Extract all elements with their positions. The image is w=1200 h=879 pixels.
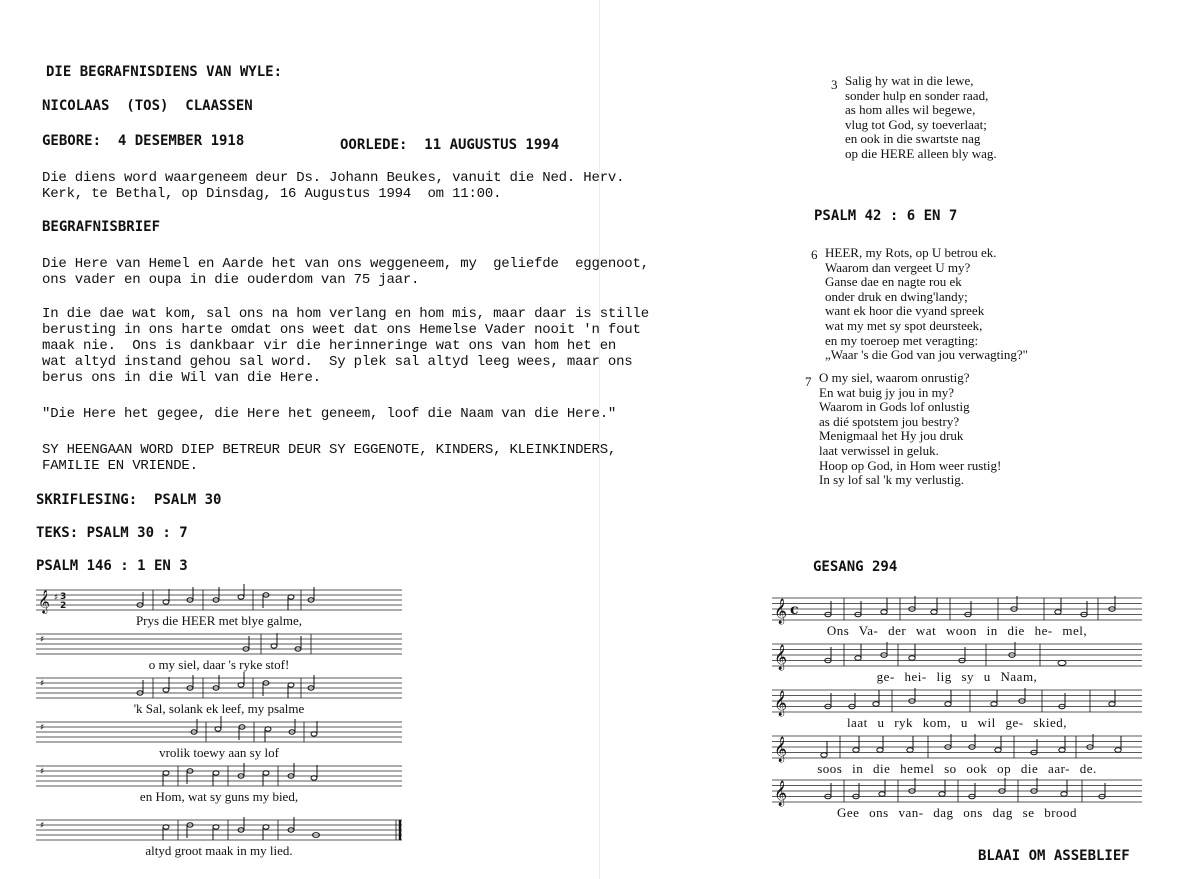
- staff-lines: [772, 596, 1142, 622]
- birth-date: GEBORE: 4 DESEMBER 1918: [42, 133, 245, 149]
- staff-lines: [36, 588, 402, 612]
- letter-heading: BEGRAFNISBRIEF: [42, 219, 161, 235]
- paragraph-line: berusting in ons harte omdat ons weet dat ons Hemelse Vader nooit 'n fout: [42, 322, 641, 338]
- scripture-quote: "Die Here het gegee, die Here het geneem, loof die Naam van die Here.": [42, 406, 617, 422]
- mourning-line: FAMILIE EN VRIENDE.: [42, 458, 198, 474]
- staff-lines: [36, 632, 402, 656]
- svg-text:♯: ♯: [54, 593, 59, 603]
- verse-line: laat verwissel in geluk.: [819, 442, 939, 458]
- staff-lines: [772, 642, 1142, 668]
- verse-line: wat my met sy spot deursteek,: [825, 317, 983, 333]
- psalm-42-heading: PSALM 42 : 6 EN 7: [814, 208, 958, 224]
- music-staff-3: [36, 676, 402, 720]
- verse-line: as hom alles wil begewe,: [845, 102, 976, 118]
- verse-line: Salig hy wat in die lewe,: [845, 73, 974, 88]
- paragraph-line: maak nie. Ons is dankbaar vir die herinneringe wat ons van hom het en: [42, 338, 617, 354]
- reading-heading: SKRIFLESING: PSALM 30: [36, 492, 222, 508]
- verse-line: Waarom dan vergeet U my?: [825, 259, 971, 275]
- paragraph-line: berus ons in die Wil van die Here.: [42, 370, 321, 386]
- gesang-294-heading: GESANG 294: [813, 559, 898, 575]
- verse-line: onder druk en dwing'landy;: [825, 288, 968, 304]
- staff-lines: [36, 818, 402, 842]
- svg-text:2: 2: [60, 601, 67, 611]
- verse-line: en ook in die swartste nag: [845, 131, 981, 147]
- psalm-146-verse-3: [845, 74, 997, 162]
- paragraph-line: wat altyd instand gehou sal word. Sy plek sal altyd leeg wees, maar ons: [42, 354, 633, 370]
- svg-text:𝄞: 𝄞: [774, 737, 788, 762]
- svg-text:♯: ♯: [40, 635, 45, 645]
- mourning-line: SY HEENGAAN WORD DIEP BETREUR DEUR SY EGGENOTE, KINDERS, KLEINKINDERS,: [42, 442, 617, 458]
- turn-page-note: BLAAI OM ASSEBLIEF: [978, 848, 1130, 864]
- verse-line: as dié spotstem jou bestry?: [819, 413, 960, 429]
- verse-line: want ek hoor die vyand spreek: [825, 303, 985, 319]
- svg-text:𝄞: 𝄞: [774, 781, 788, 806]
- lyric-line: en Hom, wat sy guns my bied,: [139, 789, 299, 804]
- service-details: [42, 170, 624, 202]
- verse-7-number: 7: [805, 374, 812, 389]
- psalm-42-verse-7: [819, 371, 1001, 488]
- staff-lines: [772, 734, 1142, 760]
- staff-lines: [36, 764, 402, 788]
- lyric-line: laat u ryk kom, u wil ge- skied,: [846, 715, 1068, 730]
- mourning-notice: [42, 442, 616, 474]
- gesang-staff-1: [772, 596, 1142, 642]
- staff-lines: [772, 688, 1142, 714]
- verse-line: „Waar 's die God van jou verwagting?": [825, 347, 1028, 363]
- verse-line: Hoop op God, in Hom weer rustig!: [819, 457, 1002, 473]
- text-heading: TEKS: PSALM 30 : 7: [36, 525, 188, 541]
- verse-line: op die HERE alleen bly wag.: [845, 145, 997, 161]
- lyric-line: altyd groot maak in my lied.: [145, 843, 293, 858]
- gesang-staff-4: [772, 734, 1142, 780]
- verse-3-number: 3: [831, 77, 838, 92]
- service-title: DIE BEGRAFNISDIENS VAN WYLE:: [46, 64, 283, 80]
- verse-line: Waarom in Gods lof onlustig: [819, 399, 970, 415]
- service-line: Die diens word waargeneem deur Ds. Johann Beukes, vanuit die Ned. Herv.: [42, 170, 625, 186]
- svg-text:𝄞: 𝄞: [774, 599, 788, 624]
- svg-text:3: 3: [60, 592, 67, 602]
- svg-text:𝄞: 𝄞: [774, 645, 788, 670]
- gesang-staff-3: [772, 688, 1142, 734]
- lyric-line: Ons Va- der wat woon in die he- mel,: [826, 623, 1088, 638]
- verse-line: O my siel, waarom onrustig?: [819, 370, 970, 385]
- svg-text:♯: ♯: [40, 723, 45, 733]
- service-line: Kerk, te Bethal, op Dinsdag, 16 Augustus 1994 om 11:00.: [42, 186, 502, 202]
- staff-lines: [772, 778, 1142, 804]
- letter-paragraph-2: [42, 306, 649, 386]
- lyric-line: Gee ons van- dag ons dag se brood: [836, 805, 1078, 820]
- psalm-146-heading: PSALM 146 : 1 EN 3: [36, 558, 188, 574]
- verse-line: Menigmaal het Hy jou druk: [819, 428, 964, 444]
- psalm-42-verse-6: [825, 246, 1028, 363]
- gesang-staff-5: [772, 778, 1142, 824]
- lyric-line: vrolik toewy aan sy lof: [159, 745, 279, 760]
- verse-line: En wat buig jy jou in my?: [819, 384, 955, 400]
- staff-lines: [36, 720, 402, 744]
- paragraph-line: Die Here van Hemel en Aarde het van ons weggeneem, my geliefde eggenoot,: [42, 256, 649, 272]
- verse-6-number: 6: [811, 247, 818, 262]
- music-staff-6: [36, 818, 402, 862]
- lyric-line: o my siel, daar 's ryke stof!: [148, 657, 290, 672]
- paragraph-line: In die dae wat kom, sal ons na hom verlang en hom mis, maar daar is stille: [42, 306, 649, 322]
- verse-line: sonder hulp en sonder raad,: [845, 87, 989, 103]
- death-date: OORLEDE: 11 AUGUSTUS 1994: [340, 137, 560, 153]
- music-staff-5: [36, 764, 402, 808]
- music-staff-4: [36, 720, 402, 764]
- lyric-line: soos in die hemel so ook op die aar- de.: [817, 761, 1097, 776]
- lyric-line: ge- hei- lig sy u Naam,: [876, 669, 1038, 684]
- verse-line: In sy lof sal 'k my verlustig.: [819, 472, 964, 488]
- lyric-line: 'k Sal, solank ek leef, my psalme: [133, 701, 305, 716]
- staff-lines: [36, 676, 402, 700]
- verse-line: HEER, my Rots, op U betrou ek.: [825, 245, 997, 260]
- paragraph-line: ons vader en oupa in die ouderdom van 75 jaar.: [42, 272, 420, 288]
- music-staff-2: [36, 632, 402, 676]
- verse-line: Ganse dae en nagte rou ek: [825, 274, 962, 290]
- lyric-line: Prys die HEER met blye galme,: [135, 613, 303, 628]
- verse-line: en my toeroep met veragting:: [825, 332, 979, 348]
- svg-text:𝄞: 𝄞: [774, 691, 788, 716]
- deceased-name: NICOLAAS (TOS) CLAASSEN: [42, 98, 253, 114]
- right-page: [600, 0, 1200, 879]
- svg-text:c: c: [790, 602, 799, 618]
- verse-line: vlug tot God, sy toeverlaat;: [845, 116, 987, 132]
- svg-text:𝄞: 𝄞: [38, 589, 50, 613]
- gesang-staff-2: [772, 642, 1142, 688]
- svg-text:♯: ♯: [40, 679, 45, 689]
- music-staff-1: [36, 588, 402, 632]
- svg-text:♯: ♯: [40, 767, 45, 777]
- svg-text:♯: ♯: [40, 821, 45, 831]
- letter-paragraph-1: [42, 256, 649, 288]
